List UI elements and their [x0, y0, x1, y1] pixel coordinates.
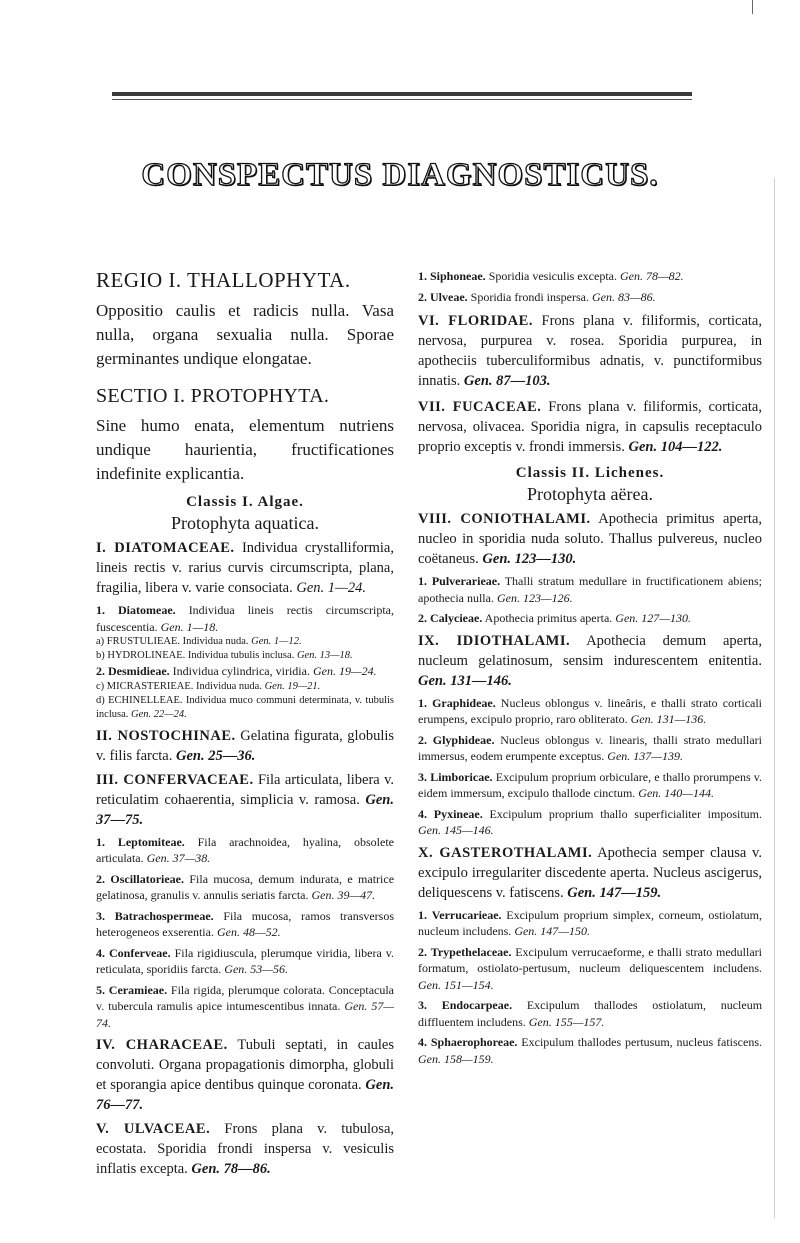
family-text: Excipulum verrucaeforme, e thalli strato medullari formatum, ostiolato-pertusum, nucleum deliquescentem includens.	[418, 944, 762, 975]
family-name: Verrucarieae.	[431, 907, 502, 922]
family-text: Sporidia vesiculis excepta.	[488, 269, 617, 283]
ordo-text: Fila articulata, libera v. reticulatim cohaerentia, simplicia v. ramosa.	[96, 771, 395, 808]
left-column	[96, 268, 394, 1179]
family-num: 2.	[418, 611, 427, 625]
family-num: 1.	[418, 695, 427, 710]
family-entry	[96, 945, 394, 978]
section-text: Sine humo enata, elementum nutriens undique haurientia, fructificationes indefinite explicantia.	[96, 416, 394, 483]
family-entry	[418, 997, 762, 1030]
section-title: SECTIO I. PROTOPHYTA.	[96, 385, 330, 407]
ordo-text: Apothecia semper clausa v. excipulo irregulariter discedente aperta. Nucleus ascigerus, deliquescens v. fatiscens.	[418, 844, 762, 901]
family-num: 4.	[418, 806, 427, 821]
classis-name: Protophyta aquatica.	[171, 513, 319, 533]
family-name: Graphideae.	[432, 695, 496, 710]
family-gen: Gen. 131—136.	[630, 712, 707, 726]
ordo-text: Gelatina figurata, globulis v. filis farcta.	[96, 727, 395, 764]
subgroup-label: c)	[96, 680, 105, 692]
family-num: 2.	[418, 289, 427, 304]
subgroup-text: MICRASTERIEAE. Individua nuda.	[106, 680, 262, 692]
family-text: Excipulum proprium thallo superficialiter impositum.	[489, 806, 763, 821]
family-entry	[418, 944, 762, 994]
family-name: Calycieae.	[430, 611, 483, 625]
family-entry	[96, 871, 394, 904]
family-num: 2.	[96, 664, 105, 678]
ordo-text: Frons plana v. filiformis, corticata, nervosa, olivacea. Sporidia nigra, in capsulis receptaculo proprio exceptis v. frondi immersis.	[418, 399, 762, 455]
family-text: Fila mucosa, ramos transversos heterogeneos exserentia.	[96, 908, 395, 939]
ordo-gen: Gen. 76—77.	[96, 1077, 395, 1113]
family-text: Fila rigida, plerumque colorata. Conceptacula v. tubercula ramulis apice intumescentibus innata.	[96, 982, 395, 1013]
family-num: 1.	[418, 269, 427, 283]
classis-label: Classis I. Algae.	[186, 494, 304, 510]
region-text: Oppositio caulis et radicis nulla. Vasa nulla, organa sexualia nulla. Sporae germinantes undique elongatae.	[96, 301, 394, 368]
family-name: Batrachospermeae.	[114, 908, 214, 923]
family-name: Siphoneae.	[430, 269, 486, 283]
family-entry	[418, 1034, 762, 1067]
top-rule-thin	[112, 99, 692, 100]
region-title: REGIO I. THALLOPHYTA.	[96, 268, 351, 292]
ordo-entry	[418, 397, 762, 457]
ordo-entry	[96, 726, 394, 766]
classis-name: Protophyta aërea.	[527, 484, 653, 504]
family-text: Excipulum thallodes ostiolatum, nucleum diffluentem includens.	[418, 998, 763, 1029]
ordo-head: V. ULVACEAE.	[96, 1121, 211, 1137]
ordo-head: II. NOSTOCHINAE.	[96, 727, 236, 744]
family-name: Ulveae.	[430, 289, 468, 304]
family-gen: Gen. 140—144.	[638, 786, 714, 800]
family-entry	[96, 908, 394, 941]
ordo-head: IX. IDIOTHALAMI.	[418, 632, 571, 649]
family-entry	[96, 602, 394, 635]
ordo-gen: Gen. 104—122.	[628, 439, 723, 455]
page-title: CONSPECTUS DIAGNOSTICUS.	[141, 157, 659, 193]
subgroup-label: d)	[96, 694, 105, 706]
family-num: 1.	[418, 907, 427, 922]
ordo-gen: Gen. 37—75.	[96, 791, 394, 828]
family-num: 3.	[418, 769, 427, 784]
family-gen: Gen. 48—52.	[216, 925, 281, 939]
ordo-gen: Gen. 123—130.	[482, 551, 577, 567]
family-text: Sporidia frondi inspersa.	[470, 289, 589, 304]
family-num: 2.	[418, 944, 427, 959]
ordo-head: III. CONFERVACEAE.	[96, 771, 254, 788]
subgroup-entry	[96, 694, 394, 722]
ordo-entry	[96, 1035, 394, 1115]
family-num: 1.	[96, 603, 105, 617]
family-gen: Gen. 57—74.	[96, 999, 394, 1030]
ordo-gen: Gen. 25—36.	[175, 747, 256, 764]
family-text: Fila arachnoidea, hyalina, obsolete articulata.	[96, 834, 394, 865]
family-entry	[418, 806, 762, 839]
family-gen: Gen. 145—146.	[418, 823, 494, 837]
family-name: Glyphideae.	[432, 732, 495, 747]
family-gen: Gen. 123—126.	[496, 590, 573, 605]
ordo-gen: Gen. 131—146.	[418, 672, 512, 689]
family-gen: Gen. 83—86.	[591, 289, 656, 304]
ordo-gen: Gen. 87—103.	[463, 373, 551, 389]
subgroup-label: b)	[96, 650, 105, 661]
family-gen: Gen. 37—38.	[146, 851, 211, 865]
ordo-entry	[418, 843, 762, 903]
family-entry	[96, 834, 394, 867]
classis-label: Classis II. Lichenes.	[515, 465, 665, 481]
family-text: Individua lineis rectis circumscripta, fuscescentia.	[96, 603, 395, 634]
ordo-head: VII. FUCACEAE.	[418, 399, 542, 415]
ordo-text: Individua crystalliformia, lineis rectis v. rarius curvis circumscripta, plana, fragilia, libera v. varie consociata.	[96, 540, 394, 596]
subgroup-gen: Gen. 1—12.	[251, 636, 302, 647]
ordo-entry	[418, 509, 762, 569]
subgroup-entry	[96, 635, 394, 649]
top-rule-thick	[112, 92, 692, 96]
family-text: Thalli stratum medullare in fructificationem abiens; apothecia nulla.	[418, 574, 762, 605]
family-text: Nucleus oblongus v. lineâris, e thalli strato corticali erumpens, excipulo proprio, raro obliterato.	[418, 695, 763, 726]
subgroup-gen: Gen. 13—18.	[296, 650, 353, 661]
family-gen: Gen. 151—154.	[418, 977, 494, 992]
family-num: 1.	[418, 574, 427, 588]
ordo-text: Frons plana v. tubulosa, ecostata. Sporidia frondi inspersa v. vesiculis inflatis excepta.	[96, 1121, 395, 1177]
margin-line	[774, 178, 775, 1218]
family-entry	[418, 289, 762, 306]
ordo-head: X. GASTEROTHALAMI.	[418, 844, 593, 861]
family-name: Sphaerophoreae.	[430, 1035, 518, 1049]
family-name: Desmidieae.	[108, 664, 170, 678]
family-text: Nucleus oblongus v. linearis, thalli strato medullari immersus, eodem erumpente exceptus.	[418, 732, 762, 763]
family-text: Fila mucosa, demum indurata, e matrice gelatinosa, granulis v. annulis seriatis farcta.	[96, 871, 395, 902]
family-text: Apothecia primitus aperta.	[484, 611, 613, 625]
right-column	[418, 268, 762, 1067]
family-text: Excipulum proprium orbiculare, e thallo prorumpens v. eidem immersum, excipulo thallode cinctum.	[418, 769, 763, 800]
family-num: 3.	[418, 998, 427, 1012]
family-name: Ceramieae.	[108, 982, 168, 997]
ordo-text: Frons plana v. filiformis, corticata, nervosa, purpurea v. rosea. Sporidia purpurea, in apotheciis tuberculiformibus adnatis, v. punctiformibus innatis.	[418, 313, 762, 389]
family-entry	[418, 695, 762, 728]
family-name: Pyxineae.	[433, 806, 483, 821]
family-gen: Gen. 78—82.	[619, 269, 684, 283]
subgroup-entry	[96, 649, 394, 663]
ordo-gen: Gen. 147—159.	[567, 884, 662, 901]
subgroup-text: ECHINELLEAE. Individua muco communi determinata, v. tubulis inclusa.	[96, 694, 394, 720]
family-name: Trypethelaceae.	[430, 944, 512, 959]
family-entry	[96, 663, 394, 680]
ordo-text: Apothecia primitus aperta, nucleo in sporidia nuda soluto. Thallus pulvereus, nucleo coëtaneus.	[418, 511, 763, 567]
family-num: 5.	[96, 982, 105, 997]
family-gen: Gen. 155—157.	[528, 1014, 605, 1029]
family-name: Pulverarieae.	[431, 574, 501, 588]
subgroup-text: HYDROLINEAE. Individua tubulis inclusa.	[107, 650, 295, 661]
subgroup-label: a)	[96, 636, 105, 647]
family-name: Endocarpeae.	[441, 998, 513, 1012]
ordo-gen: Gen. 78—86.	[191, 1161, 271, 1177]
family-num: 1.	[96, 834, 105, 849]
family-gen: Gen. 147—150.	[514, 924, 590, 938]
ordo-text: Apothecia demum aperta, nucleum gelatinosum, sensim indurescentem enitentia.	[418, 632, 762, 669]
family-gen: Gen. 127—130.	[615, 611, 691, 625]
family-text: Fila rigidiuscula, plerumque viridia, libera v. reticulata, sporidiis farcta.	[96, 945, 395, 976]
ordo-entry	[96, 1119, 394, 1179]
ordo-gen: Gen. 1—24.	[296, 580, 367, 596]
family-name: Diatomeae.	[118, 603, 176, 617]
ordo-entry	[96, 770, 394, 830]
family-entry	[418, 732, 762, 765]
subgroup-entry	[96, 680, 394, 694]
ordo-head: I. DIATOMACEAE.	[96, 540, 235, 556]
family-name: Oscillatorieae.	[110, 871, 184, 886]
family-name: Conferveae.	[108, 945, 171, 960]
family-num: 3.	[96, 908, 105, 923]
family-text: Excipulum proprium simplex, corneum, ostiolatum, nucleum includens.	[418, 907, 763, 938]
family-entry	[418, 769, 762, 802]
family-gen: Gen. 53—56.	[224, 962, 288, 976]
subgroup-gen: Gen. 22—24.	[131, 708, 187, 720]
ordo-entry	[418, 631, 762, 691]
ordo-head: VI. FLORIDAE.	[418, 313, 533, 329]
family-entry	[418, 907, 762, 940]
ordo-entry	[418, 311, 762, 391]
family-gen: Gen. 39—47.	[311, 888, 376, 902]
family-text: Individua cylindrica, viridia.	[172, 664, 310, 678]
family-entry	[418, 610, 762, 627]
family-entry	[418, 573, 762, 606]
family-gen: Gen. 19—24.	[312, 664, 377, 678]
family-num: 2.	[96, 871, 105, 886]
subgroup-text: FRUSTULIEAE. Individua nuda.	[106, 636, 249, 647]
family-num: 4.	[96, 945, 105, 960]
family-num: 4.	[418, 1035, 427, 1049]
family-name: Limboricae.	[430, 769, 493, 784]
subgroup-gen: Gen. 19—21.	[264, 680, 321, 692]
ordo-head: VIII. CONIOTHALAMI.	[418, 511, 591, 527]
family-gen: Gen. 1—18.	[160, 619, 219, 634]
family-gen: Gen. 137—139.	[607, 749, 683, 763]
ordo-text: Tubuli septati, in caules convoluti. Organa propagationis dimorpha, globuli et sporangia apice dentibus quinque coronata.	[96, 1037, 394, 1093]
family-text: Excipulum thallodes pertusum, nucleus fatiscens.	[521, 1035, 763, 1049]
family-entry	[96, 982, 394, 1032]
family-num: 2.	[418, 732, 427, 747]
ordo-head: IV. CHARACEAE.	[96, 1037, 228, 1053]
family-gen: Gen. 158—159.	[418, 1051, 494, 1066]
family-entry	[418, 268, 762, 285]
family-name: Leptomiteae.	[117, 834, 185, 849]
edge-mark	[752, 0, 753, 14]
ordo-entry	[96, 538, 394, 598]
